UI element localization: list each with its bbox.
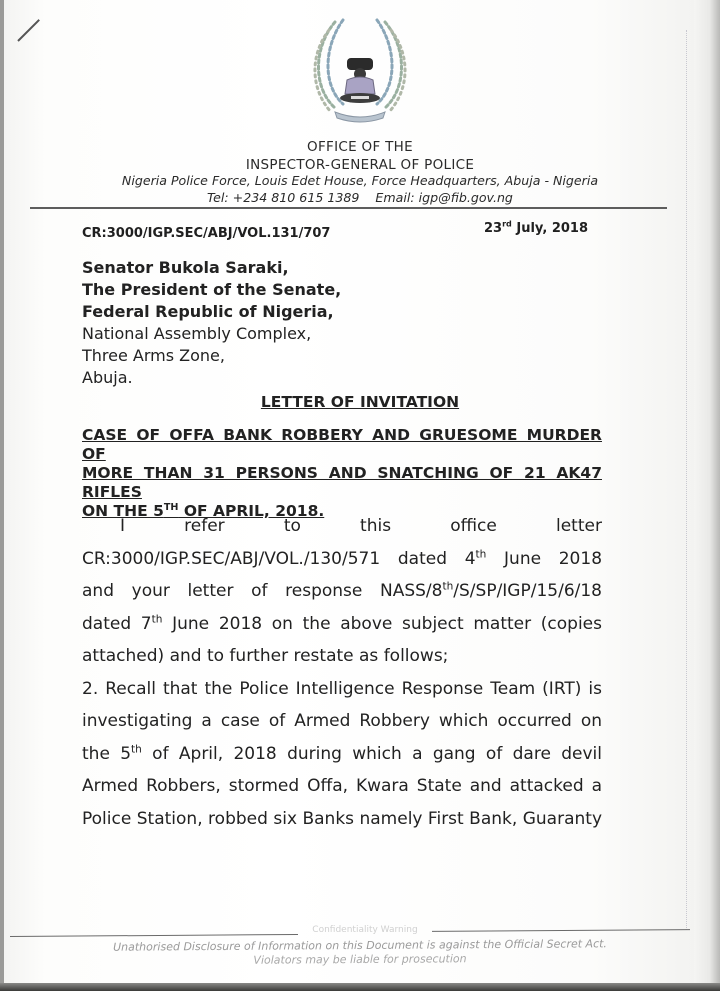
body-line [82,738,602,771]
subject-text: ON THE 5 [82,502,164,520]
recipient-address-line: National Assembly Complex, [82,324,312,343]
office-address: Nigeria Police Force, Louis Edet House, Force Headquarters, Abuja - Nigeria [121,173,599,188]
letter-title: LETTER OF INVITATION [260,393,460,411]
body-text: CR:3000/IGP.SEC/ABJ/VOL./130/571 dated 4 [82,548,476,569]
body-text: /S/SP/IGP/15/6/18 [453,581,602,601]
letter-body [82,510,602,835]
body-text: June 2018 [486,548,603,569]
body-line: Armed Robbers, stormed Offa, Kwara State and attacked a [82,776,602,796]
body-word: this [360,516,392,536]
body-word: I [120,516,126,536]
subject-line: MORE THAN 31 PERSONS AND SNATCHING OF 21 AK47 RIFLES [82,464,602,501]
recipient-address-line: Abuja. [82,368,133,387]
reference-number: CR:3000/IGP.SEC/ABJ/VOL.131/707 [82,226,331,241]
subject-sup: TH [163,501,179,513]
date-day: 23 [484,221,503,236]
body-sup: th [151,612,163,625]
body-line [82,543,602,576]
confidentiality-notice: Unathorised Disclosure of Information on this Document is against the Official Secret Act. [113,937,607,954]
body-line [82,510,602,543]
letter-date [484,221,588,236]
body-line: Police Station, robbed six Banks namely First Bank, Guaranty [82,808,602,829]
office-heading-line2: INSPECTOR-GENERAL OF POLICE [245,157,475,173]
body-line [82,608,602,641]
body-line: attached) and to further restate as follows; [82,646,449,666]
contact-line [0,190,720,205]
body-word: refer [184,516,225,536]
recipient-address-line: Three Arms Zone, [82,346,225,365]
body-line: investigating a case of Armed Robbery which occurred on [82,711,602,731]
date-month-year: July, 2018 [511,221,589,236]
date-suffix: rd [502,219,512,229]
body-text: dated 7 [82,613,152,634]
body-sup: th [131,742,142,755]
body-sup: th [475,547,487,560]
body-text: and your letter of response NASS/8 [82,581,443,601]
subject-line: CASE OF OFFA BANK ROBBERY AND GRUESOME MURDER OF [82,426,602,463]
prosecution-notice: Violators may be liable for prosecution [253,952,467,967]
body-word: to [283,516,301,536]
office-heading-line1: OFFICE OF THE [307,139,413,155]
body-sup: th [442,580,454,593]
header-divider [30,207,667,209]
body-text: the 5 [82,743,132,764]
subject-text: OF APRIL, 2018. [178,502,325,520]
body-text: June 2018 on the above subject matter (copies [162,613,602,634]
email: Email: igp@fib.gov.ng [375,190,513,205]
body-text: of April, 2018 during which a gang of dare devil [141,743,602,764]
nigeria-police-crest-icon [305,8,415,126]
confidentiality-label: Confidentiality Warning [312,925,418,935]
body-word: letter [556,516,602,536]
telephone: Tel: +234 810 615 1389 [207,190,360,205]
recipient-country: Federal Republic of Nigeria, [82,302,334,321]
recipient-address [82,257,341,389]
subject-heading [82,426,602,521]
body-line [82,575,602,608]
page-bottom-shadow [0,983,720,991]
recipient-name: Senator Bukola Saraki, [82,258,289,277]
body-line: 2. Recall that the Police Intelligence Response Team (IRT) is [82,678,602,699]
recipient-title: The President of the Senate, [82,280,342,299]
body-word: office [450,516,497,536]
